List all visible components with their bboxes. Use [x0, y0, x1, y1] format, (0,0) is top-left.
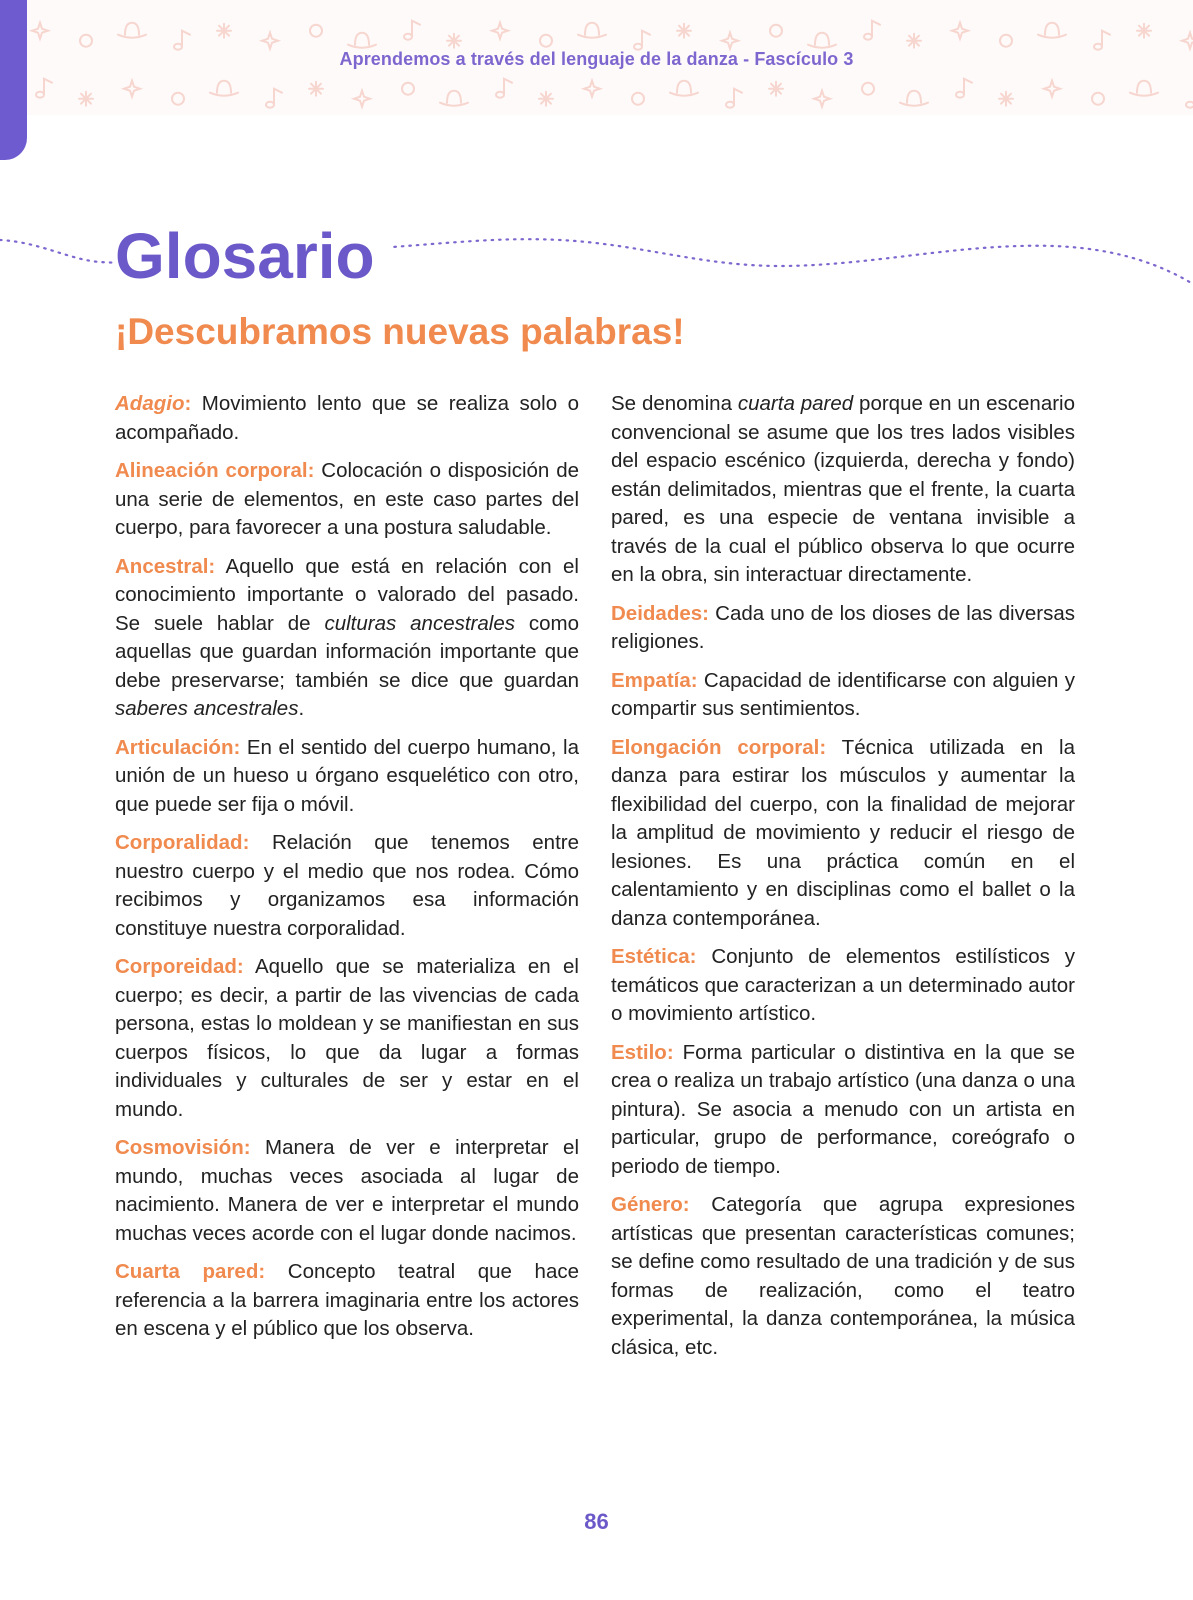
glossary-term: Ancestral:: [115, 554, 216, 578]
glossary-definition: Conjunto de elementos estilísticos y temáticos que caracterizan a un determinado autor o movimiento artístico.: [611, 945, 1075, 1025]
glossary-entry: [611, 734, 1075, 934]
glossary-definition: .: [298, 697, 305, 720]
glossary-term-separator: :: [689, 945, 697, 968]
glossary-term-separator: :: [682, 1193, 690, 1216]
glossary-entry: [611, 1191, 1075, 1362]
glossary-definition: Colocación o disposición de una serie de elementos, en este caso partes del cuerpo, para favorecer a una postura saludable.: [115, 459, 579, 539]
page-subtitle: ¡Descubramos nuevas palabras!: [115, 311, 685, 352]
glossary-term: Cosmovisión: [115, 1136, 244, 1159]
glossary-emphasis: saberes ancestrales: [115, 697, 299, 720]
glossary-term: Alineación corporal:: [115, 459, 315, 482]
glossary-entry: [611, 1039, 1075, 1182]
glossary-term-separator: :: [819, 735, 827, 759]
glossary-term: Adagio: [115, 392, 185, 415]
glossary-entry: [115, 1134, 579, 1248]
glossary-term-separator: :: [243, 1136, 251, 1159]
glossary-term-separator: :: [690, 668, 698, 692]
glossary-entry: [115, 553, 579, 724]
glossary-column-left: [115, 390, 579, 1354]
glossary-entry: [611, 390, 1075, 590]
glossary-term-separator: :: [258, 1260, 266, 1283]
glossary-entry: [611, 943, 1075, 1029]
glossary-term-separator: :: [702, 601, 709, 625]
glossary-term: Deidades: [611, 601, 703, 625]
glossary-definition: Categoría que agrupa expresiones artísticas que presentan características comunes; se define como resultado de una tradición y de sus formas de realización, como el teatro experimental, la danza contemporánea, la música clásica, etc.: [611, 1193, 1075, 1359]
glossary-term: Corporeidad: [115, 955, 237, 978]
glossary-definition: como aquellas que guardan información importante que debe preservarse; también se dice que guardan: [115, 611, 580, 692]
glossary-definition: Aquello que se materializa en el cuerpo; es decir, a partir de las vivencias de cada persona, estas lo moldean y se manifiestan en sus cuerpos físicos, lo que da lugar a formas individuales y culturales de ser y estar en el mundo.: [115, 955, 579, 1121]
glossary-term: Estilo: [611, 1040, 667, 1064]
glossary-definition: Se denomina: [611, 392, 738, 415]
glossary-term-separator: :: [666, 1040, 674, 1064]
glossary-column-right: [611, 390, 1075, 1372]
glossary-entry: [115, 734, 579, 820]
glossary-emphasis: culturas ancestrales: [324, 611, 515, 635]
glossary-definition: Manera de ver e interpretar el mundo, muchas veces asociada al lugar de nacimiento. Manera de ver e interpretar el mundo muchas veces acorde con el lugar donde nacimos.: [115, 1136, 579, 1245]
glossary-term: Género: [611, 1193, 683, 1216]
glossary-entry: [611, 600, 1075, 657]
glossary-entry: [115, 390, 579, 447]
glossary-entry: [115, 1258, 579, 1344]
glossary-definition: Forma particular o distintiva en la que se crea o realiza un trabajo artístico (una danza o una pintura). Se asocia a menudo con un artista en particular, grupo de performance, coreógrafo o periodo de tiempo.: [611, 1040, 1075, 1178]
glossary-entry: [115, 829, 579, 943]
glossary-entry: [115, 953, 579, 1124]
glossary-term-separator: :: [233, 735, 241, 759]
glossary-term: Corporalidad: [115, 831, 243, 854]
glossary-definition: Técnica utilizada en la danza para estirar los músculos y aumentar la flexibilidad del cuerpo, con la finalidad de mejorar la amplitud de movimiento y reducir el riesgo de lesiones. Es una práctica común en el calentamiento y en disciplinas como el ballet o la danza contemporánea.: [611, 735, 1075, 930]
page-tab-marker: [0, 0, 27, 160]
glossary-definition: Relación que tenemos entre nuestro cuerpo y el medio que nos rodea. Cómo recibimos y organizamos esa información constituye nuestra corporalidad.: [115, 831, 579, 940]
glossary-definition: Movimiento lento que se realiza solo o acompañado.: [115, 392, 579, 444]
glossary-definition: Capacidad de identificarse con alguien y compartir sus sentimientos.: [611, 668, 1075, 720]
glossary-definition: Cada uno de los dioses de las diversas religiones.: [611, 601, 1075, 653]
glossary-emphasis: cuarta pared: [737, 392, 854, 415]
glossary-definition: Concepto teatral que hace referencia a la barrera imaginaria entre los actores en escena y el público que los observa.: [115, 1260, 579, 1340]
glossary-term-separator: :: [242, 831, 250, 854]
glossary-entry: [115, 457, 579, 543]
page-title: Glosario: [115, 224, 393, 288]
glossary-definition: porque en un escenario convencional se asume que los tres lados visibles del espacio escénico (izquierda, derecha y fondo) están delimitados, mientras que el frente, la cuarta pared, es una especie de ventana invisible a través de la cual el público observa lo que ocurre en la obra, sin interactuar directamente.: [611, 392, 1076, 586]
glossary-definition: Aquello que está en relación con el conocimiento importante o valorado del pasado. Se suele hablar de: [115, 554, 579, 635]
glossary-term: Cuarta pared: [115, 1260, 259, 1283]
glossary-term-separator: :: [184, 392, 192, 415]
glossary-term: Estética: [611, 945, 690, 968]
glossary-term: Articulación: [115, 735, 234, 759]
glossary-term: Empatía: [611, 668, 691, 692]
running-header: Aprendemos a través del lenguaje de la danza - Fascículo 3: [339, 49, 854, 69]
glossary-definition: En el sentido del cuerpo humano, la unión de un hueso u órgano esquelético con otro, que puede ser fija o móvil.: [115, 735, 579, 816]
glossary-term-separator: :: [236, 955, 244, 978]
glossary-term: Elongación corporal: [611, 735, 820, 759]
page-number: 86: [584, 1509, 609, 1534]
glossary-entry: [611, 667, 1075, 724]
